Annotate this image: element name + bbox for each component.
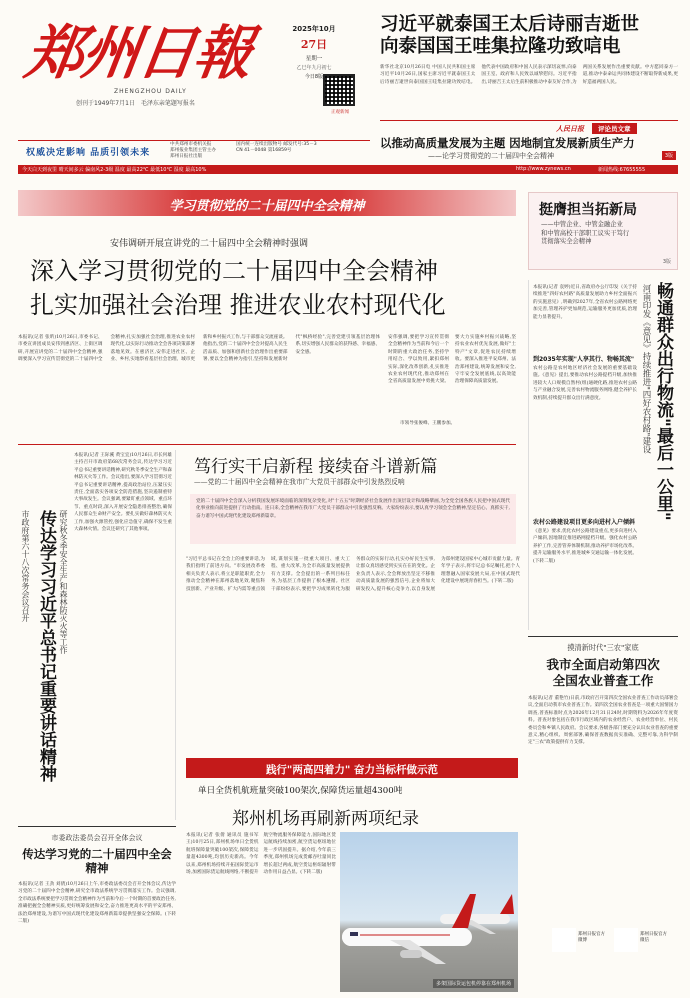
right-promo-headline: 挺膺担当拓新局	[539, 202, 637, 218]
cppcc-body: 本报讯(记者 王劲 刘倩)10月26日上午,市委政法委员会召开全体会议,传达学习党的二十届四中全会精神,研究全市政法系统学习贯彻落实工作。会议强调,全市政法系统要把学习贯彻全会精神作为当前和今后一个时期的首要政治任务,准确把握全会精神实质,更好统筹发展和安全,奋力推进更高水平的平安郑州、法治郑州建设,为谱写中国式现代化建设郑州新篇章提供坚强安全保障。(下转二版)	[18, 882, 176, 925]
slogan: 权威决定影响 品质引领未来	[26, 148, 151, 158]
footer-qr-caption-2: 郑州日报官方微信	[640, 932, 667, 943]
cppcc-kicker: 市委政法委员会召开全体会议	[51, 834, 143, 842]
slogan-bar	[18, 140, 370, 160]
publisher-line-1: 中共郑州市委机关报	[170, 142, 212, 147]
masthead	[18, 14, 370, 156]
footer-qr-caption-1: 郑州日报官方微博	[578, 932, 605, 943]
weather-text: 今天白天到夜里 晴天间多云 偏南风2-3级 温度 最高22℃ 最低10℃ 湿度 最高10%	[22, 167, 207, 173]
right-promo-line-3: 贯彻落实全会精神	[541, 238, 592, 245]
lunar-date: 乙巳年九月初七	[296, 65, 332, 71]
rural-story	[528, 636, 678, 916]
commentary-headline: 以推动高质量发展为主题 因地制宜发展新质生产力	[380, 136, 635, 150]
vertical-right-subhead-2: 农村公路建设项目更多向进村入户倾斜	[533, 519, 636, 526]
rural-headline-1: 我市全面启动第四次	[546, 657, 660, 672]
vertical-right-text-1: 本报讯(记者 袁婷)近日,省政府办公厅印发《关于持续推进"四好农村路"高质量发展助力乡村全面振兴的实施意见》,明确到2027年,全省农村公路网络更加完善,管理养护更加规范,运输服务更加优质,治理能力显著提升。	[533, 285, 637, 320]
website-link[interactable]: http://www.zynews.cn	[516, 166, 571, 172]
postal-code: 邮发代号:35－3	[283, 142, 317, 147]
cn-number: CN 41－0048	[236, 148, 267, 153]
weather-strip	[18, 165, 678, 174]
secondary-subtitle: ——党的二十届四中全会精神在我市广大党员干部群众中引发热烈反响	[194, 478, 405, 486]
top-story-headline-2: 向泰国国王哇集拉隆功致唁电	[380, 36, 621, 57]
lead-kicker: 安伟调研开展宣讲党的二十届四中全会精神时强调	[110, 239, 309, 249]
airport-photo	[340, 832, 518, 992]
right-promo-line-1: ——中管企业、中管金融企业	[541, 221, 623, 228]
vertical-right-text-3: 《意见》要求,优化农村公路建设重点,更多向进村入户倾斜,因地制宜推进路网提档升级。强化农村公路养护工作,完善管养体制机制,推动养护市场化改革。提升运输服务水平,推进城乡交通运输一体化发展。(下转二版)	[533, 529, 637, 564]
secondary-body: "习近平总书记在全会上的重要讲话,为我们指明了前进方向。"市发展改革委相关负责人表示,将立足职能职责,全力推动全会精神在郑州落地见效,聚焦科技创新、产业升级、扩大内需等重点领域,谋划实施一批重大项目、重大工程、重大改革,为全市高质量发展提供有力支撑。全会提出的一系列目标任务,为基层工作提供了根本遵循。社区干部纷纷表示,要把学习成果转化为服务群众的实际行动,扎实办好民生实事,让群众真切感受到实实在在的变化。企业负责人表示,全会释放出坚定不移推动高质量发展的强烈信号,企业将加大研发投入,提升核心竞争力,以自身发展为郑州建设国家中心城市贡献力量。青年学子表示,将牢记总书记嘱托,把个人理想融入国家发展大局,在中国式现代化建设中展现青春担当。(下转二版)	[186, 557, 520, 592]
rural-kicker: 摸清新时代"三农"家底	[567, 643, 639, 652]
date-block	[286, 24, 342, 80]
airport-banner-text: 践行"两高四着力" 奋力当标杆做示范	[265, 764, 439, 776]
founding-info	[76, 98, 195, 107]
vertical-right-subhead-1: 到2035年实现"人享其行、物畅其流"	[533, 356, 634, 363]
top-story-headline-1: 习近平就泰国王太后诗丽吉逝世	[380, 14, 640, 35]
cppcc-headline: 传达学习党的二十届四中全会精神	[22, 847, 172, 875]
rural-headline-2: 全国农业普查工作	[552, 673, 654, 688]
right-promo-page-ref: 3版	[662, 259, 671, 265]
issue-number: 第16859号	[267, 148, 292, 153]
weekday: 星期一	[305, 56, 323, 62]
year-month: 2025年10月	[292, 25, 336, 33]
publisher-info	[170, 142, 216, 160]
commentary-page-ref: 3版	[662, 151, 676, 160]
divider-line	[18, 444, 516, 445]
airplanes-illustration	[340, 832, 518, 992]
airport-photo-caption: 多架国际货运包机停靠在郑州机场	[433, 979, 514, 988]
left-vertical-sub: 研究秋冬季安全生产和森林防灭火等工作	[59, 510, 68, 654]
lead-body-3: 市领导张俊峰、王鹏参加。	[400, 421, 456, 426]
airport-body: 本报讯(记者 张倩 通讯员 施书军 王)10月25日,郑州机场单日全货机航班保障量突破100架次,保障货运量超4300吨,均创历史新高。今年以来,郑州机场持续开拓国际货运市场,加密国际货运航线网络,不断提升航空物流服务保障能力,国际地区货运航线持续加密,航空货运枢纽地位进一步巩固提升。据介绍,今年前三季度,郑州机场完成货邮吞吐量同比增长超过两成,航空货运枢纽辐射带动作用日益凸显。(下转二版)	[186, 833, 336, 876]
issue-pages: 今日8版	[304, 74, 324, 80]
right-promo-line-2: 和中管高校干部职工议实干笃行	[541, 229, 630, 237]
newspaper-pinyin: ZHENGZHOU DAILY	[114, 88, 187, 95]
vertical-right-story	[528, 280, 678, 630]
lead-body-2: 安伟强调,要把学习宣传贯彻全会精神作为当前和今后一个时期的重大政治任务,坚持学用结合、学以致用,紧扣郑州实际,深化改革创新,扎实推进农业农村现代化,推动郑州在全省高质量发展中勇挑大梁。要大力实施乡村振兴战略,坚持农业农村优先发展,做好"土特产"文章,促进农民持续增收。要深入推进平安郑州、法治郑州建设,统筹发展和安全,守牢安全发展底线,以高效能治理保障高质量发展。	[388, 335, 516, 385]
code-label: 国内统一连续出版物号	[236, 142, 282, 147]
day: 27日	[300, 38, 328, 51]
right-promo	[528, 192, 678, 270]
vertical-right-body	[533, 284, 637, 628]
publisher-line-3: 郑州日报社出版	[170, 154, 203, 159]
airplane-icon	[342, 894, 476, 964]
app-qr-caption: 正观新闻	[331, 110, 349, 115]
left-vertical-body: 本报讯(记者 王际溪 黄宝宜)10月26日,市长何雄主持召开市政府第68次常务会议,传达学习习近平总书记重要讲话精神,研究秋冬季安全生产和森林防灭火等工作。会议指出,要深入学习贯彻习近平总书记重要讲话精神,提高政治站位,压紧压实责任,全面落实各项安全防范措施,坚决遏制重特大事故发生。会议强调,要紧盯重点领域、重点环节、重点时段,深入开展安全隐患排查整治,确保人民群众生命财产安全。要扎实做好森林防灭火工作,加强火源管控,强化应急值守,确保不发生重大森林火情。会议还研究了其他事项。	[74, 453, 172, 533]
secondary-headline: 笃行实干启新程 接续奋斗谱新篇	[194, 457, 438, 477]
secondary-intro: 党的二十届四中全会深入分析我国发展环境面临的深刻复杂变化,对"十五五"时期经济社会发展作出顶层设计和战略擘画,为全党全国各族人民把中国式现代化事业推向前进提供了行动指南。连日来,全会精神在我市广大党员干部群众中引发强烈反响。大家纷纷表示,要认真学习领会全会精神,坚定信心、真抓实干,奋力谱写中国式现代化建设郑州新篇章。	[190, 494, 516, 544]
right-promo-lines	[541, 221, 629, 247]
footer-qr-1[interactable]	[552, 928, 576, 952]
airport-headline: 郑州机场再刷新两项纪录	[232, 809, 419, 829]
rural-body: 本报讯(记者 董艳竹)日前,市政府召开第四次全国农业普查工作动员部署会议,全面启动我市农业普查工作。第四次全国农业普查是一项重大国情国力调查,普查标准时点为2026年12月31日24时,时期资料为2026年年度资料。普查对象包括在我市行政区域内的农业经营户、农业经营单位、村民委员会和乡镇人民政府。会议要求,各级各部门要充分认识农业普查的重要意义,精心组织、周密部署,确保普查数据真实准确、完整可靠,为科学制定"三农"政策提供有力支撑。	[528, 696, 678, 746]
vertical-right-headline: 畅通群众出行物流"最后一公里"	[653, 282, 673, 521]
airport-sub: 单日全货机航班量突破100架次,保障货运量超4300吨	[198, 786, 403, 796]
news-hotline: 新闻热线:67655555	[598, 167, 646, 173]
airport-banner	[186, 758, 518, 778]
top-right-story	[380, 14, 678, 120]
commentary-source: 人民日报	[556, 124, 584, 133]
top-story-body: 新华社北京10月26日电 中国人民共和国主席习近平10月26日,国家主席习近平就泰国王太后诗丽吉逝世向泰国国王哇集拉隆功致唁电。他代表中国政府和中国人民表示深切哀悼,向泰国王室、政府和人民致以诚挚慰问。习近平指出,诗丽吉王太后生前积极推动中泰友好合作,为两国关系发展作出重要贡献。中方愿同泰方一道,推动中泰命运共同体建设不断取得新成果,更好造福两国人民。	[380, 65, 678, 85]
section-banner-text: 学习贯彻党的二十届四中全会精神	[169, 199, 365, 214]
left-vertical-headline: 传达学习习近平总书记重要讲话精神	[36, 510, 56, 782]
commentary-subtitle: ——论学习贯彻党的二十届四中全会精神	[428, 152, 554, 160]
lead-headline-1: 深入学习贯彻党的二十届四中全会精神	[30, 257, 438, 285]
left-vertical-story	[18, 450, 176, 820]
founded-date: 创刊于1949年7月1日	[76, 100, 135, 107]
publication-codes	[236, 142, 356, 154]
newspaper-logo: 郑州日報	[21, 19, 255, 87]
vertical-right-kicker: 河南印发《意见》持续推进"四好农村路"建设	[641, 284, 651, 454]
lead-headline-2: 扎实加强社会治理 推进农业农村现代化	[30, 291, 446, 319]
commentary-label: 评论员文章	[592, 123, 637, 134]
cppcc-story	[18, 826, 176, 992]
lead-body-1: 本报讯(记者 张昕)10月26日,市委书记、市委宣讲团成员安伟到惠济区、上街区调研,开展宣讲党的二十届四中全会精神,强调要深入学习宣传贯彻党的二十届四中全会精神,扎实加强社会治理,推进农业农村现代化,以实际行动推动全会各项决策部署落地见效。在惠济区,安伟走进社区、企业、乡村,实地察看基层社会治理、城市更新和乡村振兴工作,与干部群众交流座谈。他指出,党的二十届四中全会对提高人民生活品质、加强和创新社会治理作出重要部署,要以全会精神为指引,坚持和发展新时代"枫桥经验",完善党建引领基层治理体系,切实增强人民群众的获得感、幸福感、安全感。	[18, 335, 380, 363]
left-vertical-kicker: 市政府第六十八次常务会议召开	[21, 510, 30, 622]
vertical-right-text-2: 农村公路是农村地区经济社会发展的重要基础设施。《意见》提出,要推动农村公路提档升级,加快推进较大人口规模自然村(组)通硬化路,推进农村公路与产业融合发展,完善农村物流服务网络,健全养护长效机制,持续提升群众出行满意度。	[533, 366, 637, 401]
calligraphy-credit: 毛泽东亲笔题写报名	[140, 100, 195, 107]
footer-qr-2[interactable]	[614, 928, 638, 952]
publisher-line-2: 郑州报业集团主管主办	[170, 148, 216, 153]
section-banner	[18, 190, 516, 216]
app-qr-code[interactable]	[323, 74, 355, 106]
commentary-box	[380, 120, 678, 164]
